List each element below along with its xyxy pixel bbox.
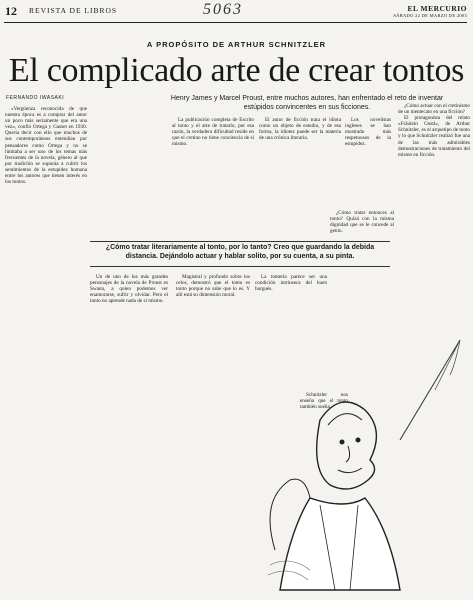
page-number: 12 (5, 4, 17, 18)
column-paragraph: Los novelistas ingleses se han mostrado más respetuosos de la estupidez. (345, 117, 391, 148)
column-paragraph: Magistral y profundo sobre los celos, demostró que el tonto es tonto porque no sabe que lo es. Y allí está su dimensión moral. (176, 274, 250, 299)
quill-sketch (390, 330, 470, 450)
column-paragraph: Un de uno de los más grandes personajes de la novela de Proust es Swann, a quien podemos ver enamorarse, sufrir y olvidar. Pero el tonto no aprende nada de sí mismo. (90, 274, 168, 305)
article-deck: Henry James y Marcel Proust, entre muchos autores, han enfrentado el reto de inventar estúpidos convincentes en sus ficciones. (170, 95, 444, 111)
column-paragraph: «Vergüenza reconocida de que nuestra época es a comprar del autor un poco más seriamente que era una vez», confió Ortega y Gasset en 1930. Quería decir con ello que muchos de sus contemporáneos entendían por pensadores como Ortega y no se limitaba a ser uno de los temas más frecuentes de la novela, género al que por tradición se suponía a cubrir los sentimientos de la estupidez humana entre los autores que tienen interés en los tontos. (5, 106, 87, 186)
header-rule (4, 22, 467, 23)
column-paragraph: El protagonista del relato «Fräulein Gustl», de Arthur Schnitzler, es el arquetipo de tonto y lo que Schnitzler realizó fue una de las más admirables demostraciones de tratamiento del mismo en ficción. (398, 115, 470, 158)
article-headline: El complicado arte de crear tontos (8, 52, 465, 89)
publication-name: EL MERCURIO (407, 4, 467, 13)
column-paragraph: Schnitzler nos enseña que el tonto también sueña. (300, 392, 348, 411)
column-paragraph: El autor de ficción trata el idiota como un objeto de estudio, y de esa forma, la idiotez puede ser la materia de una crónica literaria. (259, 117, 341, 142)
text-column-6 (90, 274, 168, 594)
column-paragraph: ¿Cómo tratar entonces al tonto? Quizá con la misma dignidad que se le concede al genio. (330, 210, 394, 235)
article-byline: FERNANDO IWASAKI (6, 95, 65, 101)
column-paragraph: ¿Cómo actuar con el cretinismo de un mentecato en una ficción? (398, 103, 470, 116)
text-column-1 (5, 106, 87, 594)
section-name: REVISTA DE LIBROS (29, 6, 118, 15)
article-kicker: A PROPÓSITO DE ARTHUR SCHNITZLER (146, 40, 327, 49)
page-header (5, 1, 467, 18)
text-column-4 (345, 117, 391, 206)
pull-quote: ¿Cómo tratar literariamente al tonto, por lo tanto? Creo que guardando la debida distancia. Dejándolo actuar y hablar solito, por su cuenta, a su pinta. (105, 244, 375, 260)
column-paragraph: La publicación completa de Escrito al tonto y el arte de tratarlo, por esa razón, la verdadera dificultad reside en que el cretino no tiene conciencia de sí mismo. (172, 117, 254, 148)
issue-date: SÁBADO 22 DE MARZO DE 2003 (393, 13, 467, 18)
text-column-3 (259, 117, 341, 206)
text-column-7 (176, 274, 250, 594)
column-paragraph: La tontería parece ser una condición intrínseca del buen burgués. (255, 274, 327, 293)
text-column-8 (255, 274, 327, 354)
handwritten-code: 5063 (203, 1, 243, 18)
text-column-2 (172, 117, 254, 206)
